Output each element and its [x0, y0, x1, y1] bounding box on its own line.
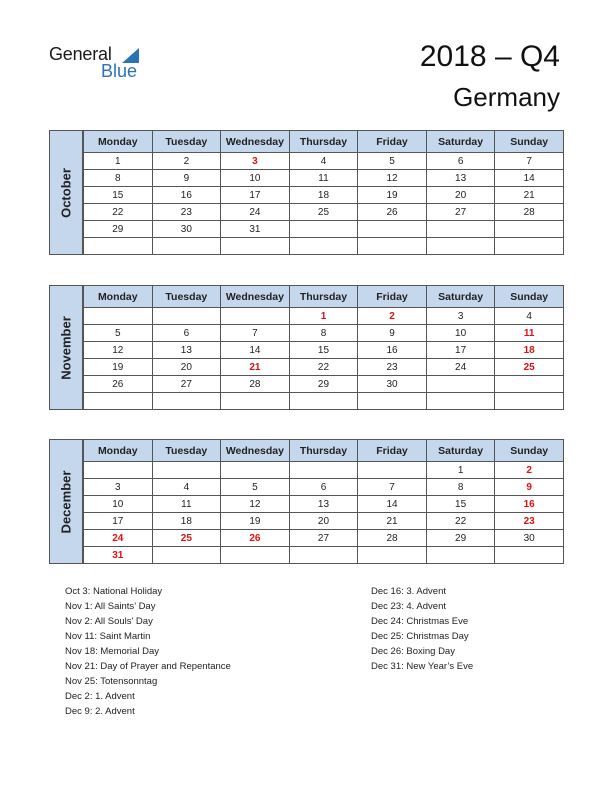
- weekday-header: Tuesday: [152, 286, 221, 308]
- day-cell: 8: [289, 325, 358, 342]
- day-cell: 15: [426, 496, 495, 513]
- week-row: [84, 479, 564, 496]
- day-cell: [289, 221, 358, 238]
- day-cell: [289, 238, 358, 255]
- week-row: [84, 376, 564, 393]
- day-cell: 8: [84, 170, 153, 187]
- holiday-note: Nov 18: Memorial Day: [65, 646, 159, 657]
- day-cell: 5: [358, 153, 427, 170]
- weekday-header: Wednesday: [221, 286, 290, 308]
- day-cell: 26: [84, 376, 153, 393]
- day-cell: [152, 308, 221, 325]
- day-cell: 4: [289, 153, 358, 170]
- month-december: [49, 439, 564, 564]
- day-cell: [426, 376, 495, 393]
- day-cell: 21: [358, 513, 427, 530]
- weekday-header-row: [84, 286, 564, 308]
- day-cell: 24: [84, 530, 153, 547]
- day-cell: [221, 238, 290, 255]
- day-cell: [426, 393, 495, 410]
- day-cell: 13: [426, 170, 495, 187]
- day-cell: 9: [495, 479, 564, 496]
- day-cell: 2: [152, 153, 221, 170]
- day-cell: 27: [426, 204, 495, 221]
- day-cell: 5: [84, 325, 153, 342]
- day-cell: 29: [426, 530, 495, 547]
- month-november: [49, 285, 564, 410]
- weekday-header: Wednesday: [221, 440, 290, 462]
- day-cell: 2: [358, 308, 427, 325]
- holiday-note: Oct 3: National Holiday: [65, 586, 163, 597]
- weekday-header-row: [84, 131, 564, 153]
- day-cell: 1: [289, 308, 358, 325]
- week-row: [84, 325, 564, 342]
- holiday-note: Nov 2: All Souls’ Day: [65, 616, 153, 627]
- day-cell: 6: [426, 153, 495, 170]
- month-label-column: [49, 130, 83, 255]
- day-cell: 28: [221, 376, 290, 393]
- day-cell: 3: [426, 308, 495, 325]
- week-row: [84, 530, 564, 547]
- day-cell: 14: [495, 170, 564, 187]
- day-cell: 26: [358, 204, 427, 221]
- day-cell: [221, 308, 290, 325]
- day-cell: [221, 462, 290, 479]
- day-cell: 10: [84, 496, 153, 513]
- day-cell: [152, 462, 221, 479]
- generalblue-logo: [49, 44, 149, 84]
- day-cell: 23: [358, 359, 427, 376]
- day-cell: 17: [84, 513, 153, 530]
- week-row: [84, 513, 564, 530]
- weekday-header: Thursday: [289, 440, 358, 462]
- weekday-header: Monday: [84, 131, 153, 153]
- day-cell: [221, 547, 290, 564]
- day-cell: 28: [495, 204, 564, 221]
- day-cell: [289, 462, 358, 479]
- day-cell: 13: [289, 496, 358, 513]
- day-cell: [358, 393, 427, 410]
- day-cell: 17: [426, 342, 495, 359]
- week-row: [84, 359, 564, 376]
- day-cell: 16: [152, 187, 221, 204]
- day-cell: 21: [221, 359, 290, 376]
- day-cell: 21: [495, 187, 564, 204]
- day-cell: 22: [84, 204, 153, 221]
- holiday-note: Dec 2: 1. Advent: [65, 691, 135, 702]
- day-cell: 19: [84, 359, 153, 376]
- day-cell: 3: [221, 153, 290, 170]
- calendar-table: [83, 130, 564, 255]
- day-cell: 7: [358, 479, 427, 496]
- day-cell: [426, 238, 495, 255]
- day-cell: [221, 393, 290, 410]
- day-cell: 2: [495, 462, 564, 479]
- day-cell: 23: [152, 204, 221, 221]
- weekday-header: Wednesday: [221, 131, 290, 153]
- day-cell: 14: [221, 342, 290, 359]
- day-cell: 31: [84, 547, 153, 564]
- week-row: [84, 204, 564, 221]
- day-cell: 6: [289, 479, 358, 496]
- weekday-header: Friday: [358, 286, 427, 308]
- day-cell: [426, 547, 495, 564]
- holiday-note: Nov 25: Totensonntag: [65, 676, 158, 687]
- weekday-header: Thursday: [289, 286, 358, 308]
- day-cell: 16: [495, 496, 564, 513]
- page-title: 2018 – Q4: [419, 40, 560, 73]
- weekday-header: Sunday: [495, 131, 564, 153]
- day-cell: 18: [495, 342, 564, 359]
- day-cell: 26: [221, 530, 290, 547]
- week-row: [84, 393, 564, 410]
- day-cell: 16: [358, 342, 427, 359]
- day-cell: 20: [152, 359, 221, 376]
- holiday-note: Nov 11: Saint Martin: [65, 631, 151, 642]
- day-cell: 18: [289, 187, 358, 204]
- week-row: [84, 170, 564, 187]
- day-cell: 24: [426, 359, 495, 376]
- day-cell: 13: [152, 342, 221, 359]
- day-cell: 9: [358, 325, 427, 342]
- day-cell: 9: [152, 170, 221, 187]
- day-cell: [426, 221, 495, 238]
- day-cell: [289, 547, 358, 564]
- day-cell: 12: [358, 170, 427, 187]
- day-cell: [495, 376, 564, 393]
- day-cell: 11: [289, 170, 358, 187]
- day-cell: 14: [358, 496, 427, 513]
- holiday-note: Nov 1: All Saints’ Day: [65, 601, 156, 612]
- month-name: December: [58, 470, 74, 533]
- day-cell: 30: [495, 530, 564, 547]
- week-row: [84, 496, 564, 513]
- weekday-header: Tuesday: [152, 131, 221, 153]
- week-row: [84, 342, 564, 359]
- weekday-header-row: [84, 440, 564, 462]
- month-name: November: [58, 315, 74, 380]
- week-row: [84, 221, 564, 238]
- day-cell: 24: [221, 204, 290, 221]
- day-cell: [358, 221, 427, 238]
- country-title: Germany: [453, 82, 560, 112]
- weekday-header: Friday: [358, 440, 427, 462]
- day-cell: 1: [426, 462, 495, 479]
- day-cell: [358, 238, 427, 255]
- month-label-column: [49, 285, 83, 410]
- day-cell: [358, 462, 427, 479]
- week-row: [84, 153, 564, 170]
- day-cell: 31: [221, 221, 290, 238]
- day-cell: [152, 238, 221, 255]
- calendar-table: [83, 439, 564, 564]
- weekday-header: Monday: [84, 286, 153, 308]
- month-october: [49, 130, 564, 255]
- week-row: [84, 462, 564, 479]
- day-cell: 23: [495, 513, 564, 530]
- weekday-header: Tuesday: [152, 440, 221, 462]
- day-cell: 27: [289, 530, 358, 547]
- day-cell: 20: [289, 513, 358, 530]
- week-row: [84, 238, 564, 255]
- weekday-header: Saturday: [426, 131, 495, 153]
- day-cell: [84, 238, 153, 255]
- day-cell: 11: [152, 496, 221, 513]
- weekday-header: Monday: [84, 440, 153, 462]
- day-cell: [84, 308, 153, 325]
- day-cell: 1: [84, 153, 153, 170]
- day-cell: [358, 547, 427, 564]
- day-cell: 4: [152, 479, 221, 496]
- holiday-note: Dec 24: Christmas Eve: [371, 616, 469, 627]
- day-cell: 7: [221, 325, 290, 342]
- week-row: [84, 308, 564, 325]
- day-cell: 22: [289, 359, 358, 376]
- day-cell: [152, 547, 221, 564]
- holiday-note: Dec 9: 2. Advent: [65, 706, 135, 717]
- weekday-header: Sunday: [495, 286, 564, 308]
- weekday-header: Friday: [358, 131, 427, 153]
- day-cell: 7: [495, 153, 564, 170]
- month-label-column: [49, 439, 83, 564]
- day-cell: 10: [221, 170, 290, 187]
- day-cell: [152, 393, 221, 410]
- day-cell: 25: [152, 530, 221, 547]
- day-cell: 10: [426, 325, 495, 342]
- day-cell: 27: [152, 376, 221, 393]
- day-cell: 15: [289, 342, 358, 359]
- day-cell: [84, 393, 153, 410]
- holiday-note: Dec 26: Boxing Day: [371, 646, 455, 657]
- logo-general-text: General: [49, 44, 112, 64]
- day-cell: 30: [152, 221, 221, 238]
- day-cell: 30: [358, 376, 427, 393]
- weekday-header: Saturday: [426, 440, 495, 462]
- day-cell: 28: [358, 530, 427, 547]
- calendar-table: [83, 285, 564, 410]
- week-row: [84, 547, 564, 564]
- day-cell: 29: [84, 221, 153, 238]
- day-cell: 25: [495, 359, 564, 376]
- holiday-notes-right: [371, 584, 473, 674]
- holiday-note: Dec 16: 3. Advent: [371, 586, 446, 597]
- day-cell: 29: [289, 376, 358, 393]
- holiday-note: Dec 23: 4. Advent: [371, 601, 446, 612]
- weekday-header: Thursday: [289, 131, 358, 153]
- day-cell: 11: [495, 325, 564, 342]
- holiday-notes-left: [65, 584, 231, 719]
- weekday-header: Sunday: [495, 440, 564, 462]
- day-cell: 8: [426, 479, 495, 496]
- day-cell: 12: [84, 342, 153, 359]
- day-cell: 17: [221, 187, 290, 204]
- day-cell: 19: [221, 513, 290, 530]
- weekday-header: Saturday: [426, 286, 495, 308]
- day-cell: 15: [84, 187, 153, 204]
- day-cell: [495, 547, 564, 564]
- day-cell: 22: [426, 513, 495, 530]
- day-cell: 3: [84, 479, 153, 496]
- day-cell: 5: [221, 479, 290, 496]
- month-name: October: [58, 167, 74, 218]
- logo-blue-text: Blue: [101, 61, 138, 81]
- day-cell: 18: [152, 513, 221, 530]
- day-cell: [495, 393, 564, 410]
- day-cell: [495, 238, 564, 255]
- day-cell: 6: [152, 325, 221, 342]
- holiday-note: Dec 25: Christmas Day: [371, 631, 469, 642]
- day-cell: [289, 393, 358, 410]
- day-cell: 12: [221, 496, 290, 513]
- day-cell: 19: [358, 187, 427, 204]
- day-cell: 20: [426, 187, 495, 204]
- holiday-note: Nov 21: Day of Prayer and Repentance: [65, 661, 231, 672]
- holiday-note: Dec 31: New Year’s Eve: [371, 661, 474, 672]
- day-cell: [495, 221, 564, 238]
- week-row: [84, 187, 564, 204]
- day-cell: [84, 462, 153, 479]
- day-cell: 25: [289, 204, 358, 221]
- day-cell: 4: [495, 308, 564, 325]
